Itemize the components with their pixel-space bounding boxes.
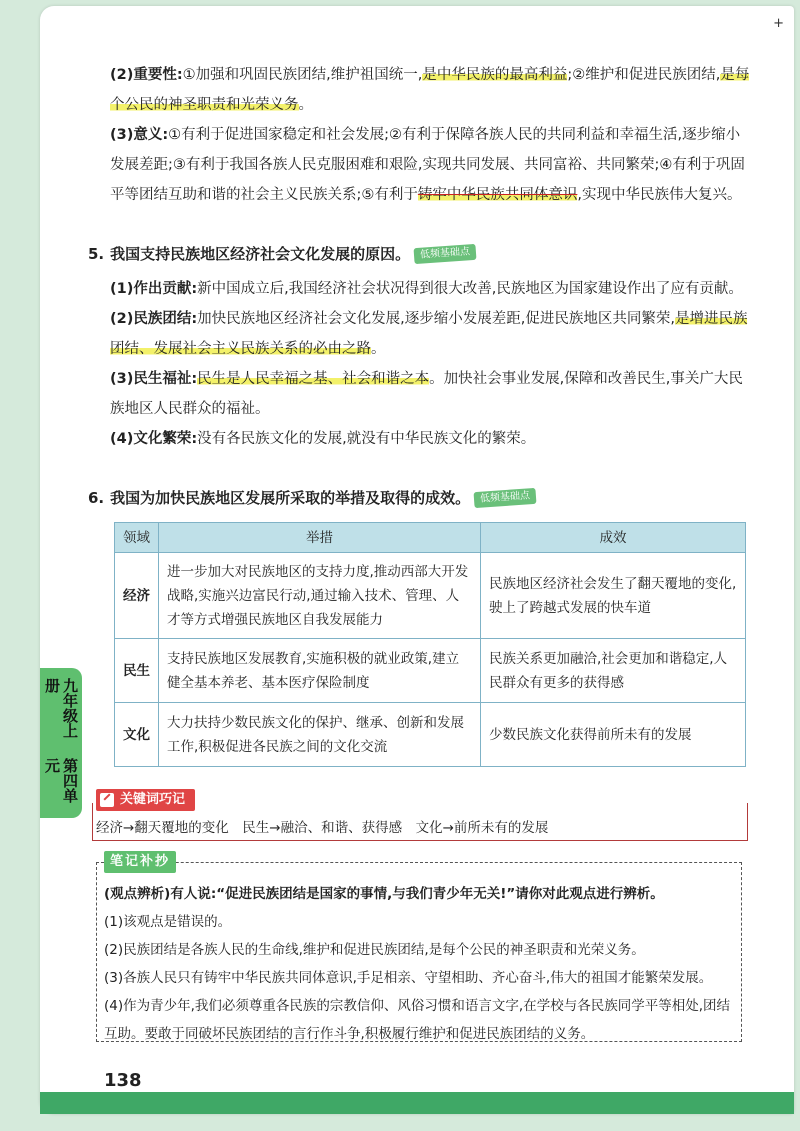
- row-field: 经济: [115, 553, 159, 639]
- q6-heading: [88, 487, 536, 508]
- text-run: 。加快社会事业发展,保障和改善民生,事关广大民族地区人民群众的福祉。: [110, 371, 743, 417]
- page-number: 138: [104, 1070, 142, 1091]
- unit-side-tab: [40, 668, 82, 818]
- importance-label: (2)重要性:: [110, 67, 183, 83]
- text-run: 新中国成立后,我国经济社会状况得到很大改善,民族地区为国家建设作出了应有贡献。: [197, 281, 743, 297]
- notes-prompt: [104, 880, 734, 908]
- row-measure: 大力扶持少数民族文化的保护、继承、创新和发展工作,积极促进各民族之间的文化交流: [159, 703, 481, 767]
- item-label: (4)文化繁荣:: [110, 431, 198, 447]
- notes-content: [104, 880, 734, 1048]
- header-result: 成效: [481, 523, 746, 553]
- meaning-label: (3)意义:: [110, 127, 169, 143]
- frequency-tag: 低频基础点: [414, 243, 477, 263]
- q5-item-culture: [110, 424, 750, 454]
- highlight: 民生是人民幸福之基、社会和谐之本: [197, 371, 430, 387]
- highlight: 是增进民族团结、发展社会主义民族关系的必由之路: [110, 311, 748, 357]
- importance-paragraph: [110, 60, 750, 120]
- table-row: [115, 553, 746, 639]
- unit-label: 第四单元: [43, 758, 79, 804]
- bottom-band: [40, 1092, 794, 1114]
- q6-number: 6.: [88, 488, 105, 507]
- text-run: ①加强和巩固民族团结,维护祖国统一,: [182, 67, 423, 83]
- section4-content: [110, 60, 750, 210]
- item-label: (2)民族团结:: [110, 311, 198, 327]
- table-row: [115, 703, 746, 767]
- q5-item-welfare: [110, 364, 750, 424]
- q6-title: 我国为加快民族地区发展所采取的举措及取得的成效。: [110, 489, 471, 507]
- table-row: [115, 639, 746, 703]
- row-result: 民族关系更加融洽,社会更加和谐稳定,人民群众有更多的获得感: [481, 639, 746, 703]
- q5-heading: [88, 243, 476, 264]
- row-measure: 进一步加大对民族地区的支持力度,推动西部大开发战略,实施兴边富民行动,通过输入技术、管理、人才等方式增强民族地区自我发展能力: [159, 553, 481, 639]
- notes-line: (1)该观点是错误的。: [104, 914, 232, 930]
- row-measure: 支持民族地区发展教育,实施积极的就业政策,建立健全基本养老、基本医疗保险制度: [159, 639, 481, 703]
- table-header-row: [115, 523, 746, 553]
- text-run: ,实现中华民族伟大复兴。: [577, 187, 742, 203]
- text-run: ;②维护和促进民族团结,: [567, 67, 721, 83]
- pencil-icon: [100, 793, 114, 807]
- highlight: 是中华民族的最高利益: [422, 67, 568, 83]
- keyword-title: [96, 789, 195, 811]
- q5-number: 5.: [88, 244, 105, 263]
- keyword-text: 经济→翻天覆地的变化 民生→融洽、和谐、获得感 文化→前所未有的发展: [96, 820, 549, 836]
- corner-mark: +: [773, 16, 784, 31]
- frequency-tag: 低频基础点: [474, 487, 537, 507]
- item-label: (3)民生福祉:: [110, 371, 198, 387]
- item-label: (1)作出贡献:: [110, 281, 198, 297]
- keyword-title-text: 关键词巧记: [120, 792, 186, 807]
- text-run: 。: [298, 97, 313, 113]
- notes-line: (4)作为青少年,我们必须尊重各民族的宗教信仰、风俗习惯和语言文字,在学校与各民族同学平等相处,团结互助。要敢于同破坏民族团结的言行作斗争,积极履行维护和促进民族团结的义务。: [104, 998, 730, 1042]
- row-field: 民生: [115, 639, 159, 703]
- highlight: 是每个公民的神圣职责和光荣义务: [110, 67, 750, 113]
- q5-item-contribution: [110, 274, 750, 304]
- grade-label: 九年级上册: [43, 678, 79, 738]
- text-run: 没有各民族文化的发展,就没有中华民族文化的繁荣。: [197, 431, 536, 447]
- text-run: 加快民族地区经济社会文化发展,逐步缩小发展差距,促进民族地区共同繁荣,: [197, 311, 675, 327]
- text-run: ①有利于促进国家稳定和社会发展;②有利于保障各族人民的共同利益和幸福生活,逐步缩小发展差距;③有利于我国各族人民克服困难和艰险,实现共同发展、共同富裕、共同繁荣;④有利于巩固平等团结互助和谐的社会主义民族关系;⑤有利于: [110, 127, 745, 203]
- highlight: 铸牢中华民族共同体意识: [417, 187, 578, 203]
- notes-line: (3)各族人民只有铸牢中华民族共同体意识,手足相亲、守望相助、齐心奋斗,伟大的祖国才能繁荣发展。: [104, 970, 713, 986]
- header-field: 领域: [115, 523, 159, 553]
- text-run: 。: [371, 341, 386, 357]
- row-field: 文化: [115, 703, 159, 767]
- notes-prompt-text: (观点辨析)有人说:“促进民族团结是国家的事情,与我们青少年无关!”请你对此观点进行辨析。: [104, 886, 664, 902]
- meaning-paragraph: [110, 120, 750, 210]
- header-measure: 举措: [159, 523, 481, 553]
- row-result: 少数民族文化获得前所未有的发展: [481, 703, 746, 767]
- notes-title: 笔记补抄: [104, 851, 176, 873]
- q5-content: [110, 274, 750, 454]
- q5-item-unity: [110, 304, 750, 364]
- q5-title: 我国支持民族地区经济社会文化发展的原因。: [110, 245, 411, 263]
- row-result: 民族地区经济社会发生了翻天覆地的变化,驶上了跨越式发展的快车道: [481, 553, 746, 639]
- measures-table: [114, 522, 746, 767]
- notes-line: (2)民族团结是各族人民的生命线,维护和促进民族团结,是每个公民的神圣职责和光荣义务。: [104, 942, 645, 958]
